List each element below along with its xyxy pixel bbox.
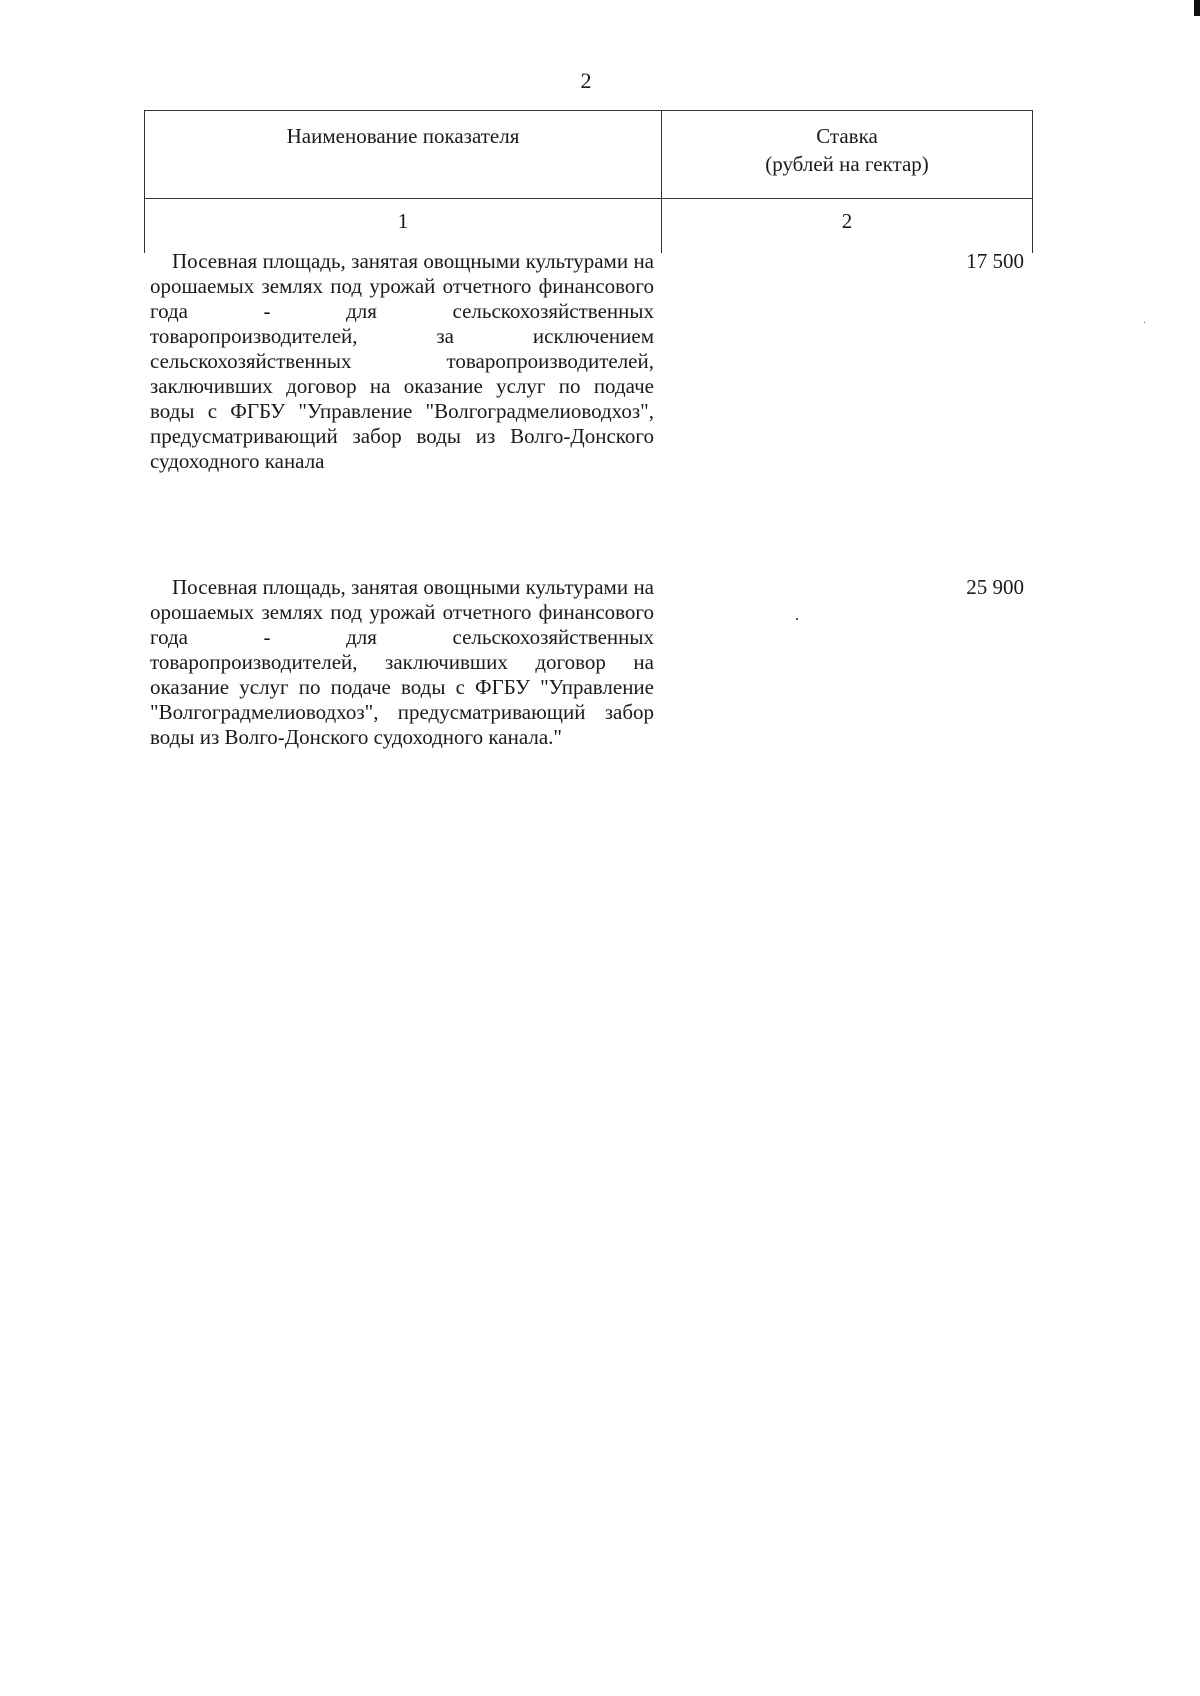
header-indicator-label: Наименование показателя xyxy=(286,124,520,148)
column-number-1: 1 xyxy=(145,199,662,254)
header-rate xyxy=(662,111,1033,199)
row-2-rate: 25 900 xyxy=(966,575,1024,599)
row-2-description: Посевная площадь, занятая овощными культурами на орошаемых землях под урожай отчетного финансового года - для сельскохозяйственных товаропроизводителей, заключивших договор на оказание услуг по подаче воды с ФГБУ "Управление "Волгоградмелиоводхоз", предусматривающий забор воды из Волго-Донского судоходного канала." xyxy=(150,575,654,749)
header-rate-unit: (рублей на гектар) xyxy=(765,152,929,176)
scan-edge-mark xyxy=(1194,0,1200,16)
header-indicator xyxy=(145,111,662,199)
scan-speck xyxy=(1144,322,1145,323)
column-number-row xyxy=(145,199,1033,254)
column-number-2: 2 xyxy=(662,199,1033,254)
scan-speck xyxy=(796,618,798,620)
rates-table-header xyxy=(144,110,1033,253)
header-rate-label: Ставка xyxy=(816,124,878,148)
row-1-description: Посевная площадь, занятая овощными культурами на орошаемых землях под урожай отчетного финансового года - для сельскохозяйственных товаропроизводителей, за исключением сельскохозяйственных товаропроизводителей, заключивших договор на оказание услуг по подаче воды с ФГБУ "Управление "Волгоградмелиоводхоз", предусматривающий забор воды из Волго-Донского судоходного канала xyxy=(150,249,654,473)
page-number: 2 xyxy=(580,68,592,93)
row-1-rate: 17 500 xyxy=(966,249,1024,273)
table-header-row xyxy=(145,111,1033,199)
